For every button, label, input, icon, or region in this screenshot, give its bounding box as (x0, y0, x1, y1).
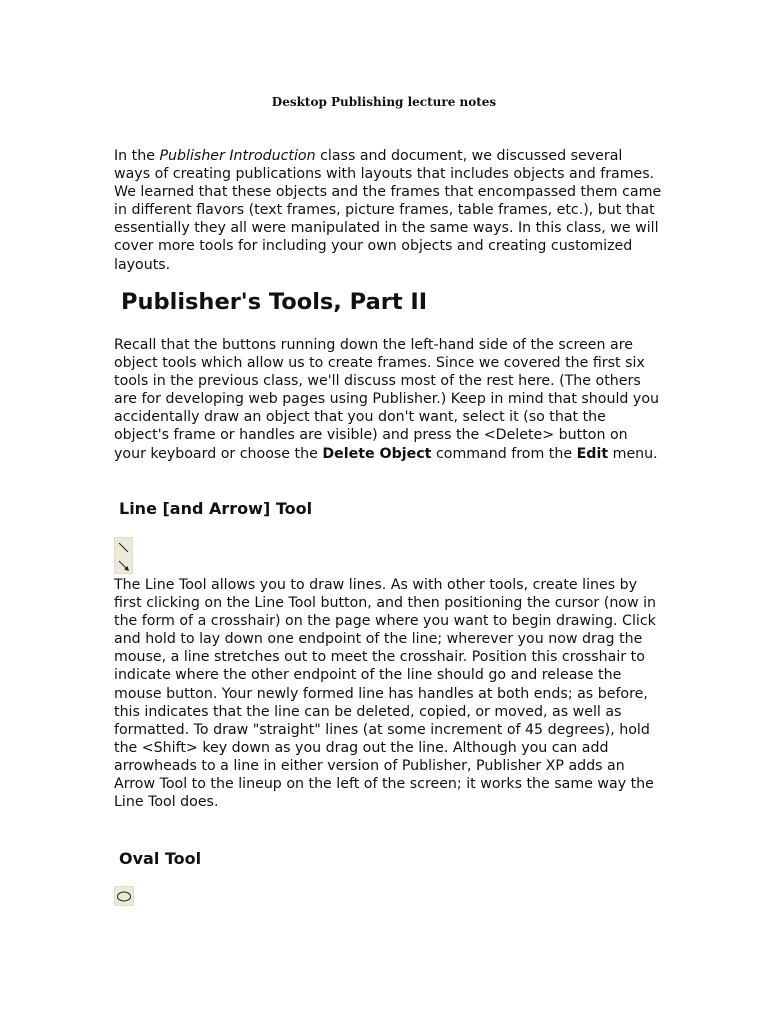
line-tool-heading: Line [and Arrow] Tool (119, 499, 313, 518)
recall-paragraph (114, 336, 662, 463)
intro-text-start: In the (114, 148, 160, 164)
recall-text-start: Recall that the buttons running down the left-hand side of the screen are object tools which allow us to create frames. Since we covered the first six tools in the previous class, we'll discuss most of the rest here. (The others are for developing web pages using Publisher.) Keep in mind that should you accidentally draw an object that you don't want, select it (so that the object's frame or handles are visible) and press the <Delete> button on your keyboard or choose the (114, 337, 659, 462)
oval-tool-icon (114, 886, 134, 906)
section-title: Publisher's Tools, Part II (121, 289, 428, 315)
intro-text-end: class and document, we discussed several ways of creating publications with layouts that includes objects and frames. We learned that these objects and the frames that encompassed them came in different flavors (text frames, picture frames, table frames, etc.), but that essentially they all were manipulated in the same ways. In this class, we will cover more tools for including your own objects and creating customized layouts. (114, 148, 662, 273)
edit-menu-name: Edit (576, 445, 609, 462)
recall-text-middle: command from the (431, 445, 577, 462)
oval-tool-heading: Oval Tool (119, 849, 202, 868)
line-arrow-tool-icon (114, 537, 133, 574)
recall-text-end: menu. (608, 445, 658, 462)
intro-italic-term: Publisher Introduction (159, 148, 316, 164)
document-header: Desktop Publishing lecture notes (271, 95, 497, 109)
delete-object-command: Delete Object (322, 445, 432, 462)
line-tool-paragraph: The Line Tool allows you to draw lines. As with other tools, create lines by first clicking on the Line Tool button, and then positioning the cursor (now in the form of a crosshair) on the page where you want to begin drawing. Click and hold to lay down one endpoint of the line; wherever you now drag the mouse, a line stretches out to meet the crosshair. Position this crosshair to indicate where the other endpoint of the line should go and release the mouse button. Your newly formed line has handles at both ends; as before, this indicates that the line can be deleted, copied, or moved, as well as formatted. To draw "straight" lines (at some increment of 45 degrees), hold the <Shift> key down as you drag out the line. Although you can add arrowheads to a line in either version of Publisher, Publisher XP adds an Arrow Tool to the lineup on the left of the screen; it works the same way the Line Tool does. (114, 577, 657, 811)
intro-paragraph (114, 147, 662, 274)
